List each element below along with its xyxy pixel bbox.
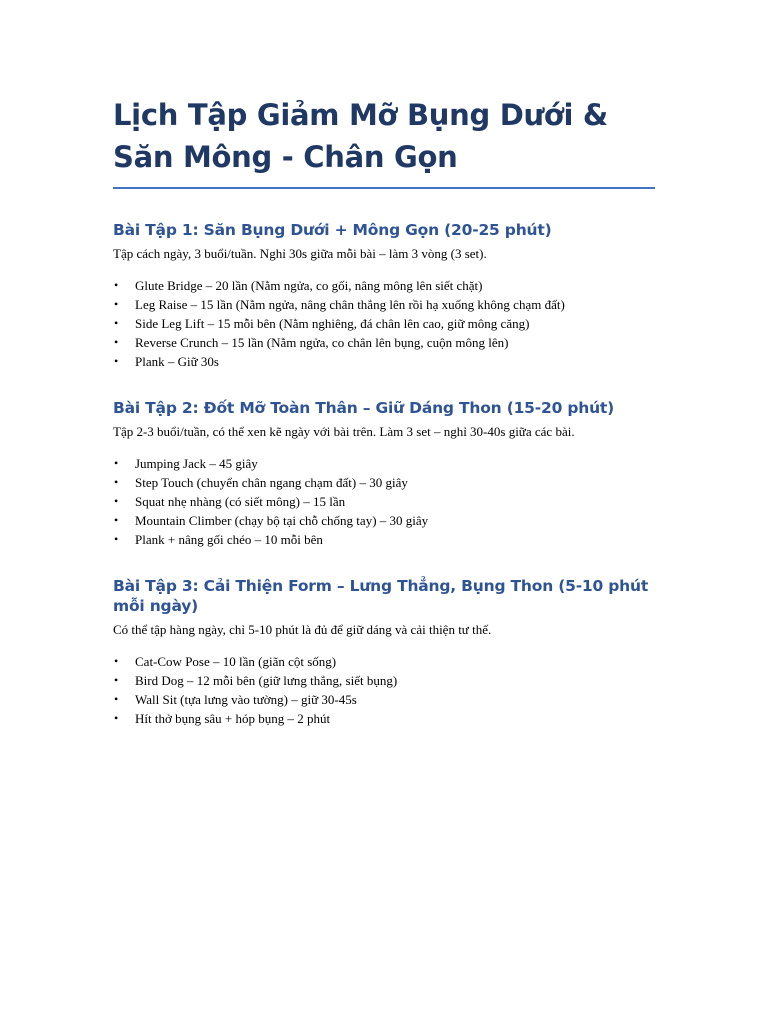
bullet-icon: • [114, 316, 119, 330]
bullet-icon: • [114, 335, 119, 349]
list-item-text: Plank + nâng gối chéo – 10 mỗi bên [135, 532, 323, 547]
list-item-text: Hít thở bụng sâu + hóp bụng – 2 phút [135, 711, 331, 726]
bullet-icon: • [114, 532, 119, 546]
list-item [113, 276, 655, 295]
bullet-icon: • [114, 278, 119, 292]
list-item-text: Bird Dog – 12 mỗi bên (giữ lưng thẳng, siết bụng) [135, 673, 398, 688]
bullet-icon: • [114, 456, 119, 470]
list-item-text: Wall Sit (tựa lưng vào tường) – giữ 30-45s [135, 692, 357, 707]
list-item [113, 652, 655, 671]
list-item-text: Jumping Jack – 45 giây [135, 456, 258, 471]
exercise-list [113, 454, 655, 549]
section-intro: Tập cách ngày, 3 buổi/tuần. Nghỉ 30s giữa mỗi bài – làm 3 vòng (3 set). [113, 246, 487, 261]
list-item-text: Squat nhẹ nhàng (có siết mông) – 15 lần [135, 494, 346, 509]
section-heading: Bài Tập 3: Cải Thiện Form – Lưng Thẳng, Bụng Thon (5-10 phút mỗi ngày) [113, 577, 649, 615]
section-intro: Có thể tập hàng ngày, chỉ 5-10 phút là đủ để giữ dáng và cải thiện tư thế. [113, 622, 492, 637]
document-page [113, 0, 655, 728]
list-item-text: Mountain Climber (chạy bộ tại chỗ chống tay) – 30 giây [135, 513, 429, 528]
list-item-text: Glute Bridge – 20 lần (Nằm ngửa, co gối, nâng mông lên siết chặt) [135, 278, 483, 293]
bullet-icon: • [114, 513, 119, 527]
section-heading: Bài Tập 2: Đốt Mỡ Toàn Thân – Giữ Dáng Thon (15-20 phút) [113, 399, 615, 417]
list-item-text: Plank – Giữ 30s [135, 354, 219, 369]
bullet-icon: • [114, 692, 119, 706]
list-item-text: Reverse Crunch – 15 lần (Nằm ngửa, co chân lên bụng, cuộn mông lên) [135, 335, 509, 350]
bullet-icon: • [114, 673, 119, 687]
bullet-icon: • [114, 494, 119, 508]
list-item [113, 352, 655, 371]
bullet-icon: • [114, 297, 119, 311]
bullet-icon: • [114, 354, 119, 368]
section-2 [113, 398, 655, 549]
section-intro: Tập 2-3 buổi/tuần, có thể xen kẽ ngày với bài trên. Làm 3 set – nghỉ 30-40s giữa các bài. [113, 424, 575, 439]
list-item [113, 492, 655, 511]
bullet-icon: • [114, 475, 119, 489]
document-title: Lịch Tập Giảm Mỡ Bụng Dưới & Săn Mông - Chân Gọn [113, 98, 608, 174]
section-3 [113, 576, 655, 728]
bullet-icon: • [114, 711, 119, 725]
list-item [113, 709, 655, 728]
list-item-text: Step Touch (chuyển chân ngang chạm đất) – 30 giây [135, 475, 408, 490]
list-item-text: Leg Raise – 15 lần (Nằm ngửa, nâng chân thẳng lên rồi hạ xuống không chạm đất) [135, 297, 565, 312]
list-item [113, 314, 655, 333]
list-item-text: Cat-Cow Pose – 10 lần (giãn cột sống) [135, 654, 337, 669]
exercise-list [113, 276, 655, 371]
title-underline [113, 187, 655, 189]
list-item [113, 671, 655, 690]
bullet-icon: • [114, 654, 119, 668]
list-item [113, 333, 655, 352]
exercise-list [113, 652, 655, 728]
list-item-text: Side Leg Lift – 15 mỗi bên (Nằm nghiêng, đá chân lên cao, giữ mông căng) [135, 316, 530, 331]
list-item [113, 530, 655, 549]
list-item [113, 295, 655, 314]
list-item [113, 511, 655, 530]
list-item [113, 690, 655, 709]
section-heading: Bài Tập 1: Săn Bụng Dưới + Mông Gọn (20-25 phút) [113, 221, 552, 239]
list-item [113, 473, 655, 492]
list-item [113, 454, 655, 473]
section-1 [113, 220, 655, 371]
